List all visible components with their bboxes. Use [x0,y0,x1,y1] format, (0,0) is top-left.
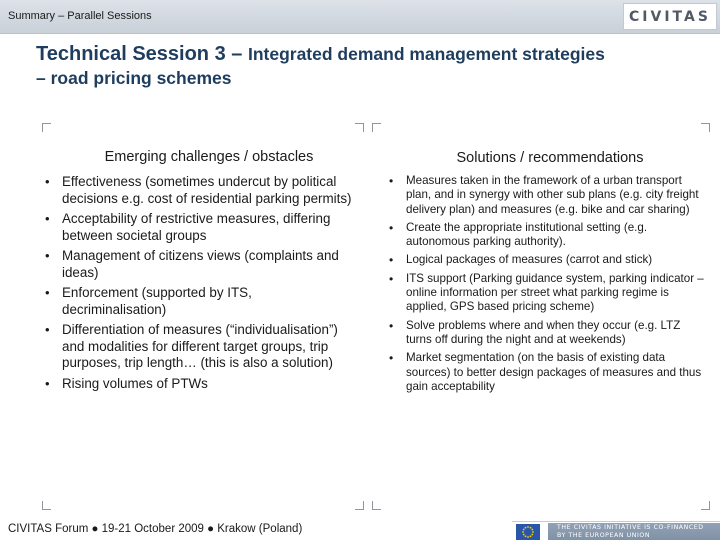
list-item-text: Measures taken in the framework of a urban transport plan, and in synergy with other sub plans (e.g. city freight delivery plan) and measures (e.g. bike and car sharing) [406,174,699,216]
panel-corner [701,501,710,510]
list-item [372,253,706,267]
solutions-panel [372,123,710,510]
list-item [372,351,706,394]
list-item-text: Rising volumes of PTWs [62,375,208,391]
bullet-icon: • [45,322,50,337]
bullet-icon: • [45,285,50,300]
event-footer: CIVITAS Forum ● 19-21 October 2009 ● Krakow (Poland) [8,523,303,535]
eu-text-line2: BY THE EUROPEAN UNION [557,532,651,539]
title-line1-strong: Technical Session 3 – [36,43,248,65]
eu-cofinance-banner [512,521,720,540]
eu-text-line1: THE CIVITAS INITIATIVE IS CO-FINANCED [557,524,704,531]
list-item-text: Logical packages of measures (carrot and stick) [406,253,653,267]
solutions-list [372,174,706,398]
list-item-text: Management of citizens views (complaints and ideas) [62,248,339,280]
page-title [36,42,706,90]
solutions-heading: Solutions / recommendations [456,150,644,166]
list-item [42,322,357,372]
bullet-icon: • [45,248,50,263]
panel-corner [355,501,364,510]
bullet-icon: • [389,318,394,333]
list-item-text: Solve problems where and when they occur (e.g. LTZ turns off during the night and at weekends) [406,318,681,346]
logo-text: CIVITAS [629,8,711,25]
panel-corner [42,123,51,132]
panel-corner [42,501,51,510]
panel-corner [372,501,381,510]
list-item [42,376,357,393]
eu-cofinance-text [548,523,720,540]
bullet-icon: • [45,211,50,226]
eu-flag-icon [516,524,540,540]
list-item-text: ITS support (Parking guidance system, parking indicator – online information per street what parking regime is applied, GPS based pricing scheme) [406,271,704,314]
list-item-text: Acceptability of restrictive measures, differing between societal groups [62,211,331,243]
civitas-logo [623,3,717,30]
list-item-text: Market segmentation (on the basis of existing data sources) to better design packages of measures and thus gain acceptability [406,351,702,393]
list-item [372,221,706,250]
list-item [42,248,357,281]
panel-corner [355,123,364,132]
challenges-panel [42,123,364,510]
panel-corner [701,123,710,132]
list-item [42,285,357,318]
list-item-text: Effectiveness (sometimes undercut by political decisions e.g. cost of residential parking permits) [62,174,352,206]
list-item [372,319,706,348]
bullet-icon: • [389,351,394,366]
challenges-list [42,174,357,396]
title-line1-rest: Integrated demand management strategies [247,44,605,64]
bullet-icon: • [389,174,394,188]
list-item [42,174,357,207]
list-item-text: Differentiation of measures (“individualisation”) and modalities for different target groups, trip purposes, trip length… (this is also a solution) [62,322,338,370]
bullet-icon: • [389,220,394,235]
bullet-icon: • [45,174,50,189]
title-line2: – road pricing schemes [36,68,232,88]
section-label: Summary – Parallel Sessions [8,10,152,22]
bullet-icon: • [389,253,394,268]
bullet-icon: • [45,375,50,391]
list-item-text: Create the appropriate institutional setting (e.g. autonomous parking authority). [406,220,648,249]
challenges-heading: Emerging challenges / obstacles [104,149,314,165]
panel-corner [372,123,381,132]
eu-stars-icon [516,524,540,540]
list-item [372,272,706,315]
list-item [42,211,357,244]
bullet-icon: • [389,271,394,286]
list-item [372,174,706,217]
list-item-text: Enforcement (supported by ITS, decriminalisation) [62,285,252,317]
header-bar [0,0,720,34]
